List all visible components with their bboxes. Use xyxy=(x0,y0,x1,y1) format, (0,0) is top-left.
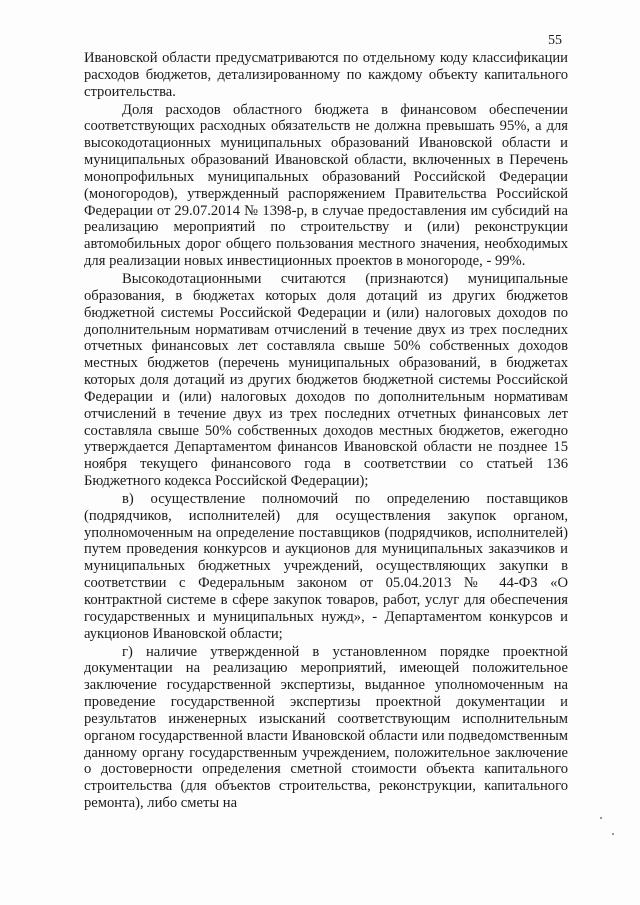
paragraph-continuation: Ивановской области предусматриваются по отдельному коду классификации расходов бюджетов, детализированному по каждому объекту капитального строительства. xyxy=(84,50,568,100)
scan-speck xyxy=(600,817,602,819)
paragraph-budget-share: Доля расходов областного бюджета в финансовом обеспечении соответствующих расходных обязательств не должна превышать 95%, а для высокодотационных муниципальных образований Ивановской области и муниципальных образований Ивановской области, включенных в Перечень монопрофильных муниципальных образований Российской Федерации (моногородов), утвержденный распоряжением Правительства Российской Федерации от 29.07.2014 № 1398-р, в случае предоставления им субсидий на реализацию мероприятий по строительству и (или) реконструкции автомобильных дорог общего пользования местного значения, необходимых для реализации новых инвестиционных проектов в моногороде, - 99%. xyxy=(84,101,568,270)
scan-speck xyxy=(612,833,614,835)
body-text xyxy=(84,50,568,812)
page-number: 55 xyxy=(548,33,562,48)
paragraph-item-g: г) наличие утвержденной в установленном порядке проектной документации на реализацию мероприятий, имеющей положительное заключение государственной экспертизы, выданное уполномоченным на проведение государственной экспертизы проектной документации и результатов инженерных изысканий соответствующим исполнительным органом государственной власти Ивановской области или подведомственным данному органу государственным учреждением, положительное заключение о достоверности определения сметной стоимости объекта капитального строительства (для объектов строительства, реконструкции, капитального ремонта), либо сметы на xyxy=(84,643,568,812)
paragraph-high-subsidy: Высокодотационными считаются (признаются) муниципальные образования, в бюджетах которых доля дотаций из других бюджетов бюджетной системы Российской Федерации и (или) налоговых доходов по дополнительным нормативам отчислений в течение двух из трех последних отчетных финансовых лет составляла свыше 50% собственных доходов местных бюджетов (перечень муниципальных образований, в бюджетах которых доля дотаций из других бюджетов бюджетной системы Российской Федерации и (или) налоговых доходов по дополнительным нормативам отчислений в течение двух из трех последних отчетных финансовых лет составляла свыше 50% собственных доходов местных бюджетов, ежегодно утверждается Департаментом финансов Ивановской области не позднее 15 ноября текущего финансового года в соответствии со статьей 136 Бюджетного кодекса Российской Федерации); xyxy=(84,270,568,490)
paragraph-item-v: в) осуществление полномочий по определению поставщиков (подрядчиков, исполнителей) для осуществления закупок органом, уполномоченным на определение поставщиков (подрядчиков, исполнителей) путем проведения конкурсов и аукционов для муниципальных заказчиков и муниципальных бюджетных учреждений, осуществляющих закупки в соответствии с Федеральным законом от 05.04.2013 № 44-ФЗ «О контрактной системе в сфере закупок товаров, работ, услуг для обеспечения государственных и муниципальных нужд», - Департаментом конкурсов и аукционов Ивановской области; xyxy=(84,490,568,642)
